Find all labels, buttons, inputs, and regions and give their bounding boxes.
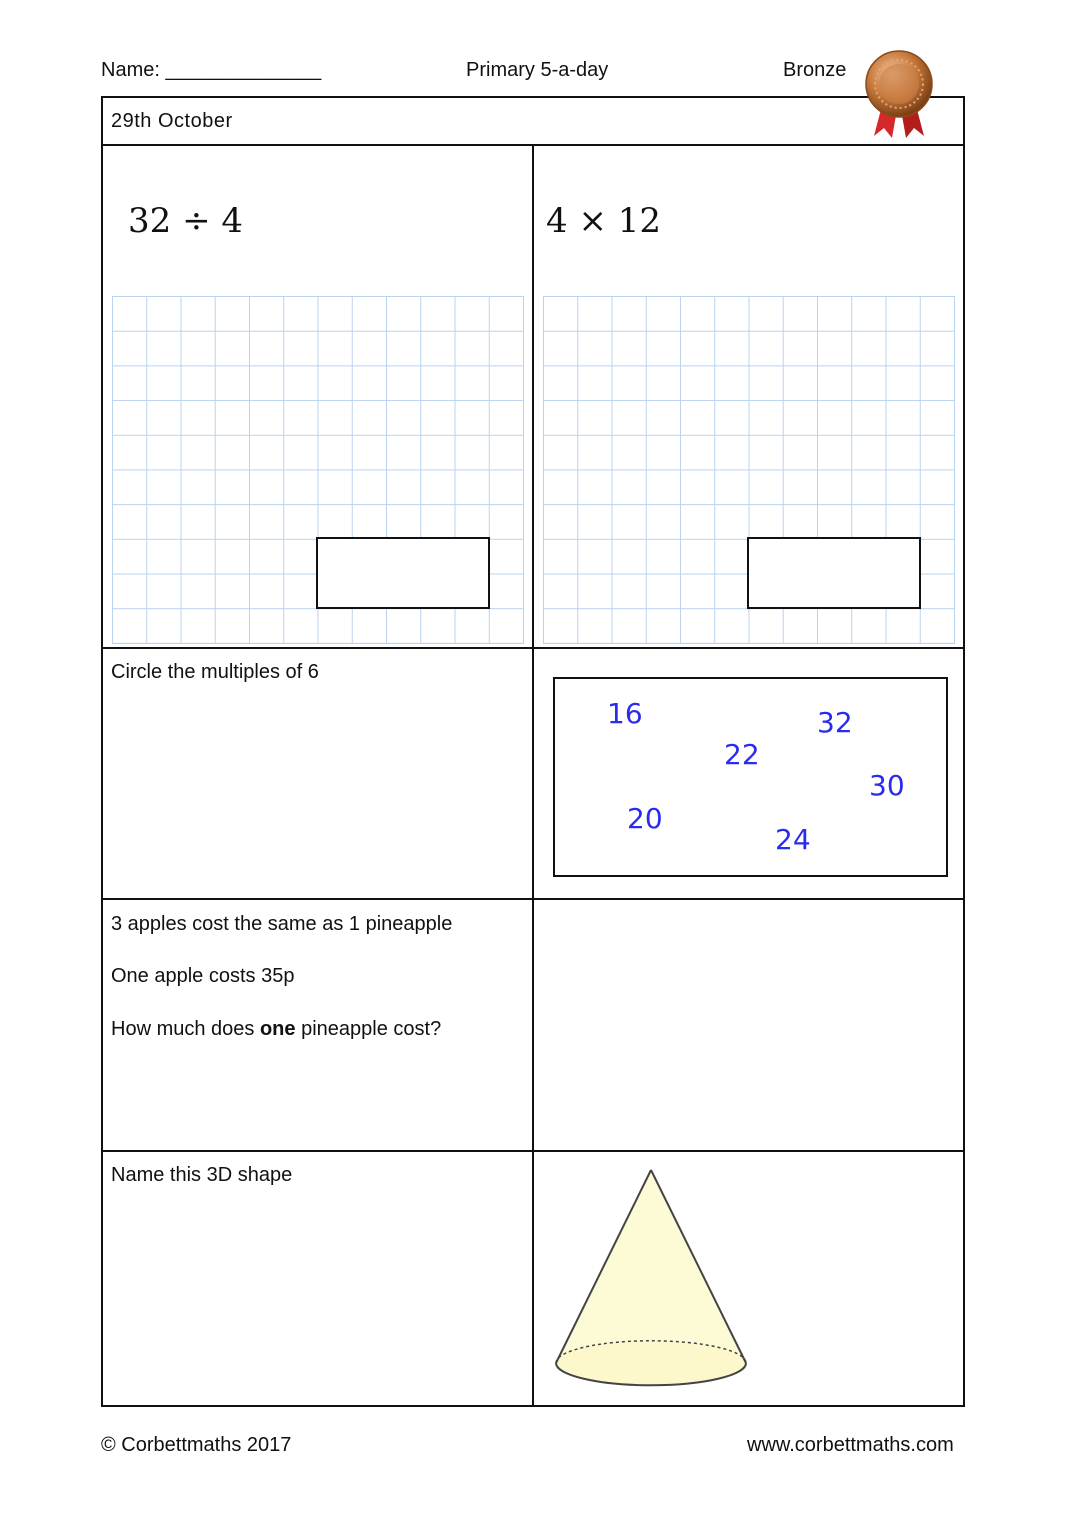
website-link[interactable]: www.corbettmaths.com (747, 1434, 954, 1456)
q4-line3 (111, 1018, 441, 1041)
q4-line3-post: pineapple cost? (295, 1018, 442, 1040)
q4-line2: One apple costs 35p (111, 965, 295, 987)
number-option[interactable]: 16 (607, 697, 643, 730)
q2-answer-box[interactable] (747, 537, 921, 609)
q4-line3-emphasis: one (259, 1018, 296, 1040)
q3-prompt: Circle the multiples of 6 (111, 661, 319, 683)
q1-answer-box[interactable] (316, 537, 490, 609)
copyright-text: © Corbettmaths 2017 (101, 1434, 292, 1456)
number-option[interactable]: 30 (869, 769, 905, 802)
q4-answer-area[interactable] (535, 900, 961, 1150)
worksheet-title: Primary 5-a-day (466, 59, 609, 81)
number-option[interactable]: 22 (724, 738, 760, 771)
border-left (101, 96, 103, 1407)
number-option[interactable]: 24 (775, 823, 811, 856)
cone-icon (550, 1165, 750, 1395)
worksheet-date: 29th October (111, 110, 233, 132)
bronze-medal-icon (862, 48, 936, 142)
number-option[interactable]: 32 (817, 706, 853, 739)
q2-expression: 4 × 12 (546, 201, 661, 241)
border-right (963, 96, 965, 1407)
name-field-label: Name: ______________ (101, 59, 322, 81)
number-option[interactable]: 20 (627, 802, 663, 835)
q4-line1: 3 apples cost the same as 1 pineapple (111, 913, 453, 935)
column-divider (532, 144, 534, 1407)
q4-line3-pre: How much does (111, 1018, 260, 1040)
q5-prompt: Name this 3D shape (111, 1164, 293, 1186)
q1-expression: 32 ÷ 4 (128, 201, 243, 241)
border-top (101, 96, 965, 98)
level-label: Bronze (783, 59, 847, 81)
